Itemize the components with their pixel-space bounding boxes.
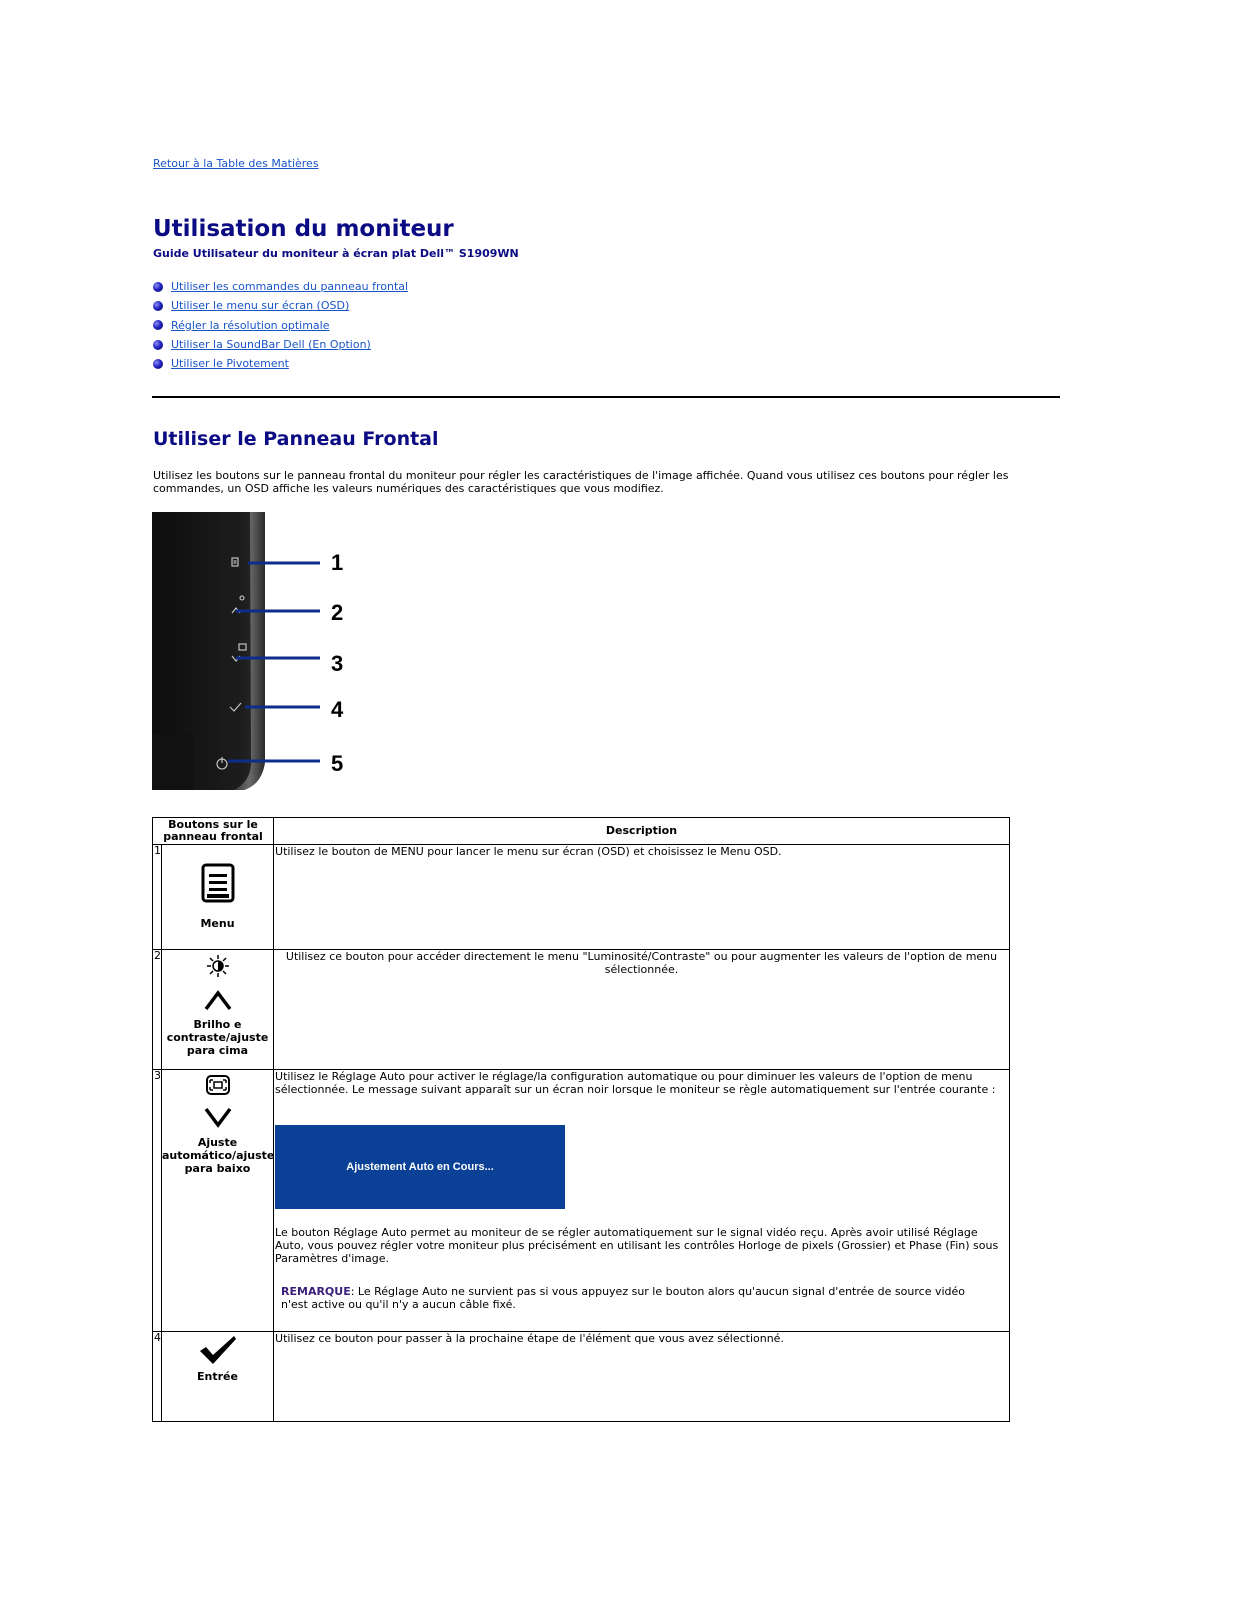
back-to-toc-link[interactable]: Retour à la Table des Matières <box>153 157 319 170</box>
checkmark-icon <box>198 1334 238 1366</box>
table-row <box>153 1070 1010 1332</box>
toc-item <box>153 277 408 296</box>
intro-paragraph: Utilisez les boutons sur le panneau frontal du moniteur pour régler les caractéristiques de l'image affichée. Quand vous utilisez ces boutons pour régler les commandes, un OSD affiche les valeurs numériques des caractéristiques que vous modifiez. <box>153 469 1009 495</box>
button-label: Entrée <box>197 1370 238 1383</box>
bullet-icon <box>153 320 163 330</box>
button-cell <box>162 1332 274 1422</box>
note-label: REMARQUE <box>281 1285 351 1298</box>
bullet-icon <box>153 340 163 350</box>
row-number: 2 <box>153 950 162 1070</box>
button-label: Menu <box>200 917 235 930</box>
button-description: Utilisez ce bouton pour accéder directement le menu "Luminosité/Contraste" ou pour augmenter les valeurs de l'option de menu sélectionnée. <box>274 950 1010 1070</box>
button-label: Ajuste automático/ajuste para baixo <box>162 1136 275 1175</box>
toc-link-front-panel[interactable]: Utiliser les commandes du panneau frontal <box>171 280 409 294</box>
toc-item <box>153 296 408 315</box>
toc-item <box>153 316 408 335</box>
toc-link-resolution[interactable]: Régler la résolution optimale <box>171 318 330 332</box>
table-header-row <box>153 818 1010 845</box>
callout-number-5: 5 <box>331 751 344 776</box>
down-arrow-icon <box>203 1106 233 1130</box>
button-description-cell <box>274 1070 1010 1332</box>
page-title: Utilisation du moniteur <box>153 216 454 242</box>
auto-adjust-details: Le bouton Réglage Auto permet au moniteur de se régler automatiquement sur le signal vidéo reçu. Après avoir utilisé Réglage Auto, vous pouvez régler votre moniteur plus précisément en utilisant les contrôles Horloge de pixels (Grossier) et Phase (Fin) sous Paramètres d'image. <box>275 1226 999 1265</box>
callout-number-3: 3 <box>331 651 344 676</box>
button-description: Utilisez le Réglage Auto pour activer le réglage/la configuration automatique ou pour diminuer les valeurs de l'option de menu sélectionnée. Le message suivant apparaît sur un écran noir lorsque le moniteur se règle automatiquement sur l'entrée courante : <box>275 1070 996 1096</box>
monitor-front-panel-figure <box>152 512 352 792</box>
button-label: Brilho e contraste/ajuste para cima <box>166 1018 269 1057</box>
table-of-contents <box>153 277 408 373</box>
bullet-icon <box>153 359 163 369</box>
front-panel-buttons-table <box>152 817 1010 1422</box>
menu-icon <box>201 863 235 903</box>
callout-number-2: 2 <box>331 600 344 625</box>
header-buttons: Boutons sur le panneau frontal <box>153 818 274 845</box>
toc-item <box>153 335 408 354</box>
toc-link-osd[interactable]: Utiliser le menu sur écran (OSD) <box>171 299 350 313</box>
toc-link-pivot[interactable]: Utiliser le Pivotement <box>171 357 289 371</box>
toc-item <box>153 354 408 373</box>
auto-adjust-icon <box>205 1074 231 1096</box>
osd-auto-adjust-message: Ajustement Auto en Cours... <box>275 1125 565 1209</box>
section-title: Utiliser le Panneau Frontal <box>153 428 439 450</box>
row-number: 4 <box>153 1332 162 1422</box>
bullet-icon <box>153 301 163 311</box>
table-row <box>153 950 1010 1070</box>
row-number: 3 <box>153 1070 162 1332</box>
table-row <box>153 845 1010 950</box>
button-description: Utilisez ce bouton pour passer à la prochaine étape de l'élément que vous avez sélectionné. <box>274 1332 1010 1422</box>
callout-number-1: 1 <box>331 550 344 575</box>
button-description: Utilisez le bouton de MENU pour lancer le menu sur écran (OSD) et choisissez le Menu OSD. <box>274 845 1010 950</box>
button-cell <box>162 950 274 1070</box>
bullet-icon <box>153 282 163 292</box>
row-number: 1 <box>153 845 162 950</box>
callout-number-4: 4 <box>331 697 344 722</box>
toc-link-soundbar[interactable]: Utiliser la SoundBar Dell (En Option) <box>171 338 371 352</box>
button-cell <box>162 845 274 950</box>
up-arrow-icon <box>203 988 233 1012</box>
brightness-icon <box>206 954 230 978</box>
note-text: : Le Réglage Auto ne survient pas si vous appuyez sur le bouton alors qu'aucun signal d'entrée de source vidéo n'est active ou qu'il n'y a aucun câble fixé. <box>281 1285 966 1311</box>
table-row <box>153 1332 1010 1422</box>
section-divider <box>152 396 1060 398</box>
page-subtitle: Guide Utilisateur du moniteur à écran plat Dell™ S1909WN <box>153 247 519 260</box>
header-description: Description <box>274 818 1010 845</box>
note <box>275 1285 1008 1311</box>
button-cell <box>162 1070 274 1332</box>
